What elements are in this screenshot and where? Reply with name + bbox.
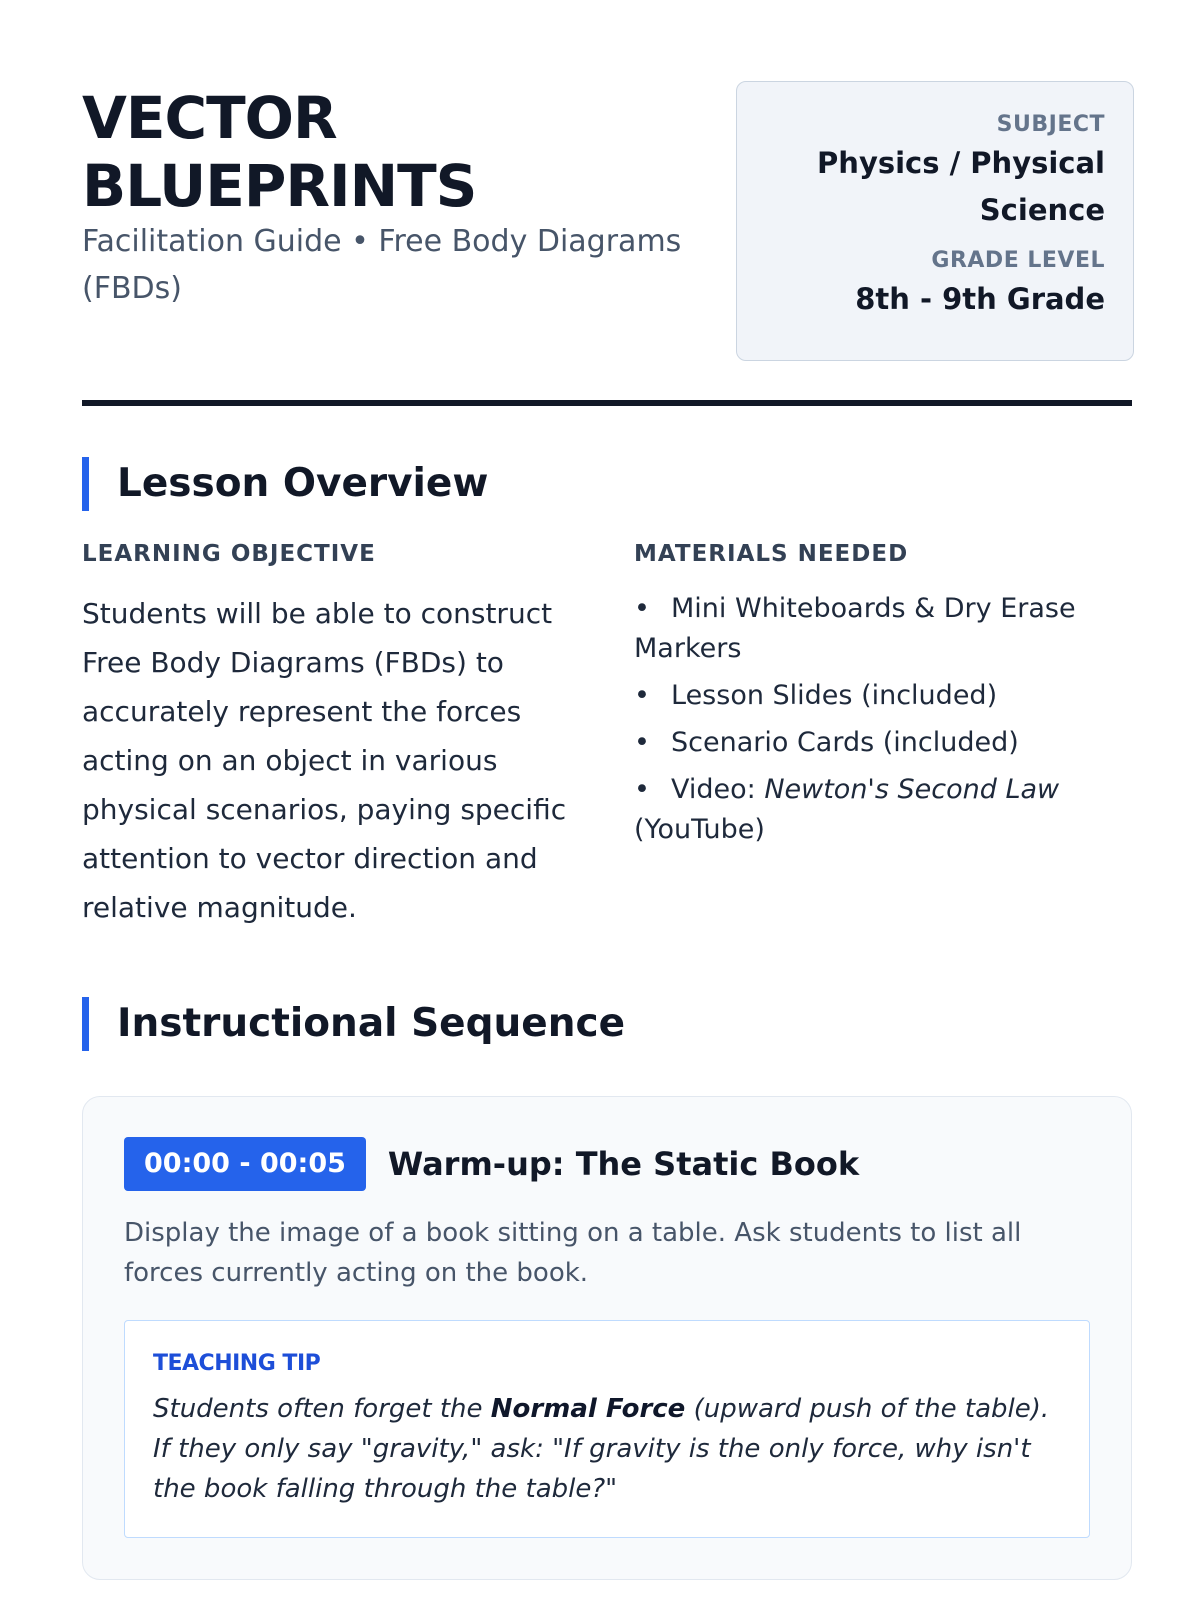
material-text: Mini Whiteboards & Dry Erase Markers (634, 593, 1076, 664)
tip-emphasis: Normal Force (490, 1394, 686, 1424)
tip-text-end: (upward push of the table). If they only say "gravity," ask: "If gravity is the only force, why isn't the book falling through the table?" (153, 1394, 1050, 1504)
grade-level-label: GRADE LEVEL (931, 248, 1105, 273)
list-item (634, 723, 1104, 763)
materials-list (634, 589, 1104, 857)
bullet-icon: • (634, 680, 650, 711)
list-item (634, 589, 1104, 669)
material-text: Lesson Slides (included) (671, 680, 998, 711)
lesson-meta-card (736, 81, 1134, 361)
subject-value-line-1: Physics / Physical (817, 146, 1105, 180)
video-suffix: (YouTube) (634, 814, 765, 845)
subject-value (765, 140, 1105, 234)
teaching-tip-box (124, 1320, 1090, 1538)
video-prefix: Video: (671, 774, 765, 805)
teaching-tip-label: TEACHING TIP (153, 1351, 321, 1376)
step-header (124, 1137, 1091, 1191)
teaching-tip-text (153, 1389, 1061, 1509)
materials-needed-label: MATERIALS NEEDED (634, 541, 909, 567)
material-text: Scenario Cards (included) (671, 727, 1019, 758)
lesson-overview-heading: Lesson Overview (82, 457, 982, 511)
title-line-1: VECTOR (82, 84, 337, 152)
header-divider (82, 400, 1132, 406)
video-title: Newton's Second Law (764, 774, 1060, 805)
tip-text-start: Students often forget the (153, 1394, 491, 1424)
grade-level-value: 8th - 9th Grade (855, 282, 1105, 316)
document-subtitle: Facilitation Guide • Free Body Diagrams (FBDs) (82, 224, 682, 306)
step-description: Display the image of a book sitting on a table. Ask students to list all forces currently acting on the book. (124, 1218, 1022, 1288)
instructional-sequence-heading: Instructional Sequence (82, 997, 982, 1051)
learning-objective-text: Students will be able to construct Free Body Diagrams (FBDs) to accurately represent the forces acting on an object in various physical scenarios, paying specific attention to vector direction and relative magnitude. (82, 597, 567, 924)
bullet-icon: • (634, 774, 650, 805)
subject-label: SUBJECT (996, 112, 1105, 137)
subject-value-line-2: Science (979, 193, 1105, 227)
list-item (634, 770, 1104, 850)
bullet-icon: • (634, 727, 650, 758)
list-item (634, 676, 1104, 716)
time-badge: 00:00 - 00:05 (124, 1137, 366, 1191)
bullet-icon: • (634, 593, 650, 624)
learning-objective-label: LEARNING OBJECTIVE (82, 541, 376, 567)
step-title: Warm-up: The Static Book (387, 1145, 860, 1183)
document-title (82, 84, 742, 220)
sequence-step-card (82, 1096, 1132, 1580)
title-line-2: BLUEPRINTS (82, 152, 477, 220)
